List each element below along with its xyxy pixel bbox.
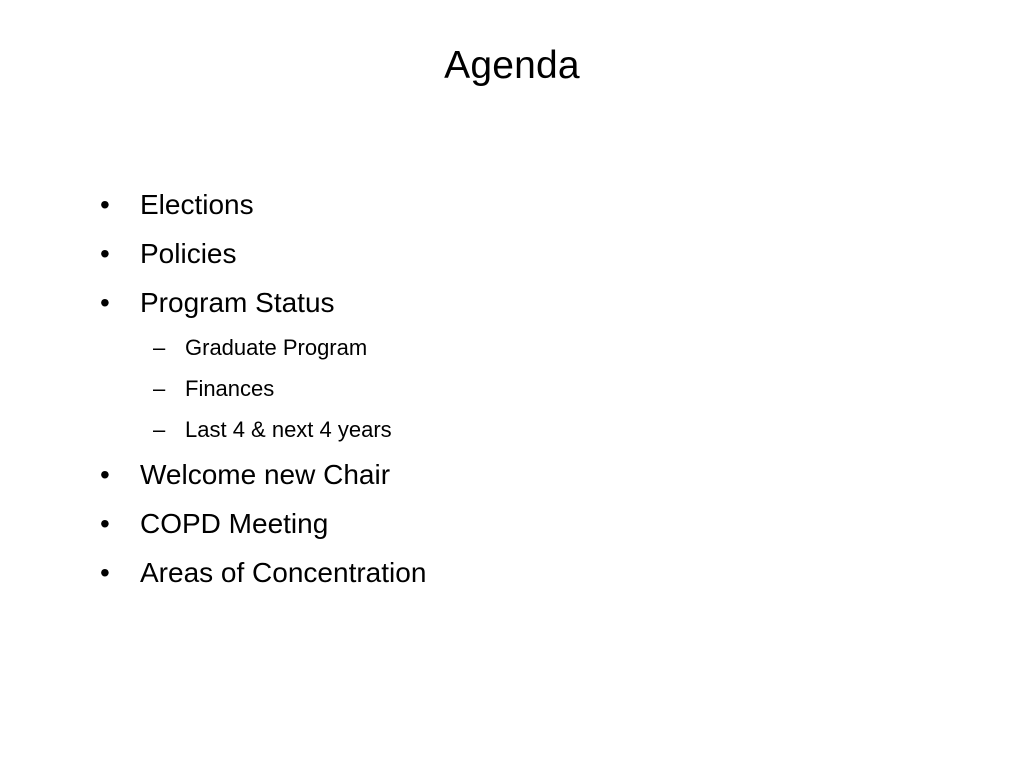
bullet-icon: •: [100, 238, 110, 269]
agenda-item-label: COPD Meeting: [140, 508, 329, 539]
bullet-icon: •: [100, 508, 110, 539]
agenda-item-elections: [100, 186, 960, 224]
agenda-subitem-label: Finances: [185, 376, 275, 401]
agenda-item-welcome-new-chair: [100, 456, 960, 494]
dash-icon: –: [153, 417, 166, 442]
agenda-item-label: Program Status: [140, 287, 335, 318]
agenda-subitem-label: Graduate Program: [185, 335, 368, 360]
agenda-subitem-graduate-program: [100, 333, 960, 363]
agenda-item-policies: [100, 235, 960, 273]
dash-icon: –: [153, 335, 166, 360]
bullet-icon: •: [100, 557, 110, 588]
dash-icon: –: [153, 376, 166, 401]
agenda-subitem-finances: [100, 374, 960, 404]
agenda-list: [100, 186, 960, 603]
agenda-item-areas-of-concentration: [100, 554, 960, 592]
bullet-icon: •: [100, 287, 110, 318]
agenda-item-label: Policies: [140, 238, 237, 269]
agenda-subitem-last-next-years: [100, 415, 960, 445]
agenda-subitem-label: Last 4 & next 4 years: [185, 417, 392, 442]
agenda-item-copd-meeting: [100, 505, 960, 543]
agenda-item-program-status: [100, 284, 960, 322]
agenda-item-label: Elections: [140, 189, 254, 220]
slide-title: Agenda: [444, 44, 580, 87]
bullet-icon: •: [100, 459, 110, 490]
bullet-icon: •: [100, 189, 110, 220]
agenda-item-label: Areas of Concentration: [140, 557, 427, 588]
agenda-item-label: Welcome new Chair: [140, 459, 391, 490]
